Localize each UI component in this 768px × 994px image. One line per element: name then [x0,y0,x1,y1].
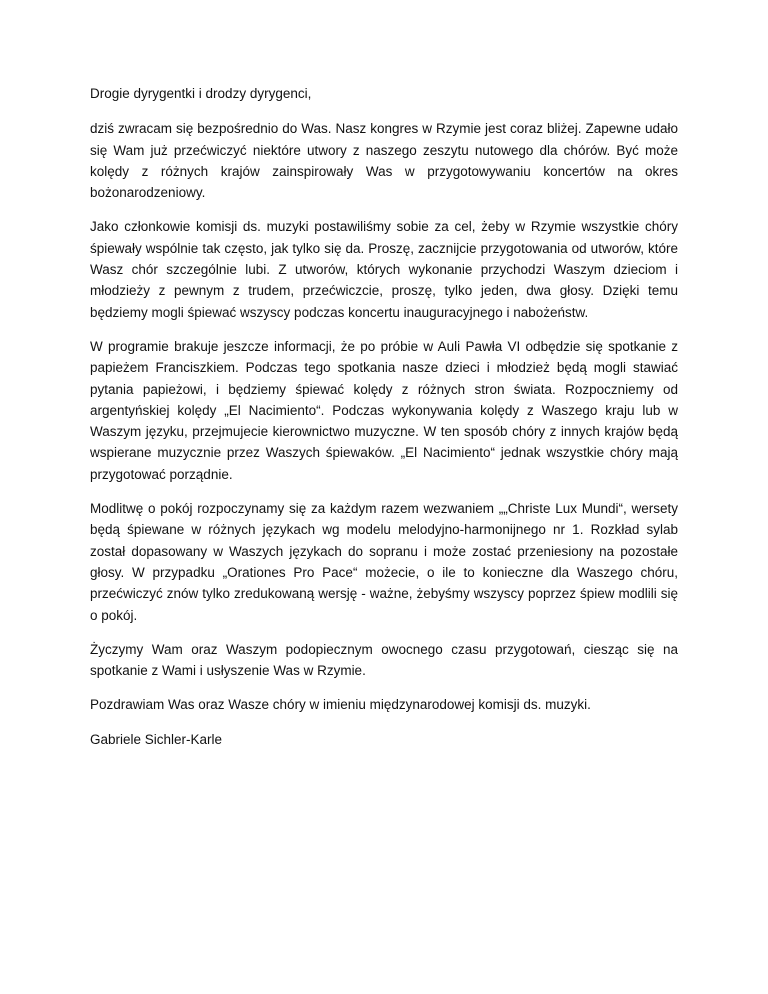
letter-paragraph-5: Życzymy Wam oraz Waszym podopiecznym owocnego czasu przygotowań, ciesząc się na spotkanie z Wami i usłyszenie Was w Rzymie. [90,641,678,679]
letter-paragraph-2: Jako członkowie komisji ds. muzyki postawiliśmy sobie za cel, żeby w Rzymie wszystkie chóry śpiewały wspólnie tak często, jak tylko się da. Proszę, zacznijcie przygotowania od utworów, które Wasz chór szczególnie lubi. Z utworów, których wykonanie przychodzi Waszym dzieciom i młodzieży z pewnym z trudem, przećwiczcie, proszę, tylko jeden, dwa głosy. Dzięki temu będziemy mogli śpiewać wszyscy podczas koncertu inauguracyjnego i nabożeństw. [90,219,678,320]
letter-paragraph-6: Pozdrawiam Was oraz Wasze chóry w imieniu międzynarodowej komisji ds. muzyki. [90,697,591,713]
letter-paragraph-1: dziś zwracam się bezpośrednio do Was. Nasz kongres w Rzymie jest coraz bliżej. Zapewne udało się Wam już przećwiczyć niektóre utwory z naszego zeszytu nutowego dla chórów. Być może kolędy z różnych krajów zainspirowały Was w przygotowywaniu koncertów na okres bożonarodzeniowy. [90,121,678,201]
letter-body [90,83,678,763]
letter-greeting: Drogie dyrygentki i drodzy dyrygenci, [90,86,312,101]
letter-signature: Gabriele Sichler-Karle [90,731,223,747]
letter-paragraph-3: W programie brakuje jeszcze informacji, że po próbie w Auli Pawła VI odbędzie się spotkanie z papieżem Franciszkiem. Podczas tego spotkania nasze dzieci i młodzież będą mogli stawiać pytania papieżowi, i będziemy śpiewać kolędy z różnych stron świata. Rozpoczniemy od argentyńskiej kolędy „El Nacimiento“. Podczas wykonywania kolędy z Waszego kraju lub w Waszym języku, przejmujecie kierownictwo muzyczne. W ten sposób chóry z innych krajów będą wspierane muzycznie przez Waszych śpiewaków. „El Nacimiento“ jednak wszystkie chóry mają przygotować porządnie. [90,338,678,482]
letter-paragraph-4: Modlitwę o pokój rozpoczynamy się za każdym razem wezwaniem „„Christe Lux Mundi“, wersety będą śpiewane w różnych językach wg modelu melodyjno-harmonijnego nr 1. Rozkład sylab został dopasowany w Waszych językach do sopranu i może zostać przeniesiony na pozostałe głosy. W przypadku „Orationes Pro Pace“ możecie, o ile to konieczne dla Waszego chóru, przećwiczyć znów tylko zredukowaną wersję - ważne, żebyśmy wszyscy poprzez śpiew modlili się o pokój. [90,501,678,623]
